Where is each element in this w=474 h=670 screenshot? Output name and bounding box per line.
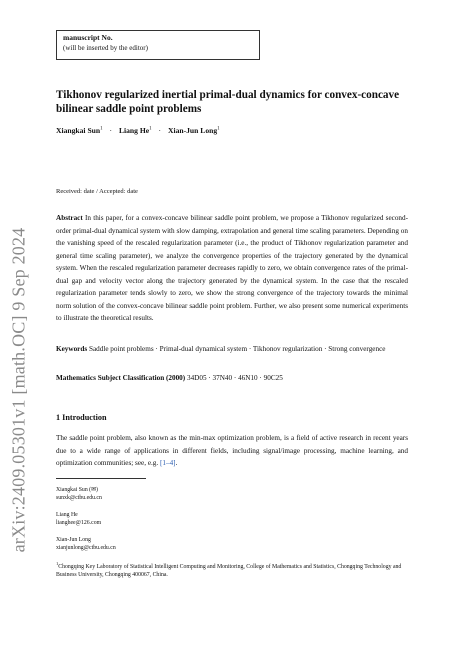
msc-codes: 34D05 · 37N40 · 46N10 · 90C25 [186, 374, 283, 382]
affiliation-mark: 1 [56, 561, 59, 566]
author-affil-mark: 1 [100, 126, 103, 132]
citation-link[interactable]: [1–4] [160, 459, 176, 467]
keywords [56, 343, 408, 356]
arxiv-stamp-text: arXiv:2409.05301v1 [math.OC] 9 Sep 2024 [8, 227, 29, 553]
section-number: 1 [56, 413, 61, 422]
author-name: Liang He [118, 126, 150, 135]
contact-block [56, 536, 356, 553]
author-separator: · [158, 126, 162, 135]
author-name: Xian-Jun Long [167, 126, 218, 135]
affiliation-text: Chongqing Key Laboratory of Statistical Intelligent Computing and Monitoring, College of Mathematics and Statistics, Chongqing Technology and Business University, Chongqing 400067, China. [56, 563, 402, 579]
footnote-rule [56, 478, 146, 479]
contact-block [56, 511, 356, 528]
author-affil-mark: 1 [217, 126, 220, 132]
author-list [56, 126, 416, 135]
paper-title: Tikhonov regularized inertial primal-dual dynamics for convex-concave bilinear saddle point problems [56, 89, 400, 115]
arxiv-stamp [4, 180, 34, 600]
keywords-label: Keywords [56, 345, 88, 353]
contact-block [56, 486, 356, 503]
intro-paragraph [56, 432, 408, 470]
keywords-text: Saddle point problems · Primal-dual dynamical system · Tikhonov regularization · Strong convergence [88, 345, 386, 353]
contact-name: Xian-Jun Long [56, 536, 91, 543]
contact-email[interactable]: sunxk@ctbu.edu.cn [56, 495, 102, 502]
contact-name: Xiangkai Sun (✉) [56, 487, 98, 493]
msc-classification [56, 374, 408, 382]
section-heading [56, 413, 107, 422]
author-affil-mark: 1 [149, 126, 152, 132]
abstract [56, 212, 408, 325]
contact-email[interactable]: xianjunlong@ctbu.edu.cn [56, 545, 116, 552]
intro-text: The saddle point problem, also known as the min-max optimization problem, is a field of active research in recent years due to a wide range of applications in different fields, including signal/image processing, machine learning, and optimization communities; see, e.g. [56, 434, 408, 467]
abstract-text: In this paper, for a convex-concave bilinear saddle point problem, we propose a Tikhonov regularized second-order primal-dual dynamical system with slow damping, extrapolation and general time scaling parameters. Depending on the vanishing speed of the rescaled regularization parameter (i.e., the product of Tikhonov regularization parameter and general time scaling parameter), we analyze the convergence properties of the trajectory generated by the dynamical system. When the rescaled regularization parameter decreases rapidly to zero, we obtain convergence rates of the primal-dual gap and velocity vector along the trajectory generated by the dynamical system. In the case that the rescaled regularization parameter tends slowly to zero, we show the strong convergence of the trajectory towards the minimal norm solution of the convex-concave bilinear saddle point problem. Further, we also present some numerical experiments to illustrate the theoretical results. [56, 214, 408, 322]
author-name: Xiangkai Sun [56, 126, 101, 135]
abstract-label: Abstract [56, 214, 83, 222]
affiliation-footnote [56, 560, 408, 580]
contact-name: Liang He [56, 511, 78, 518]
received-date: Received: date / Accepted: date [56, 188, 138, 195]
msc-label: Mathematics Subject Classification (2000) [56, 374, 186, 382]
intro-period: . [175, 459, 178, 467]
author-contacts [56, 486, 356, 560]
section-title: Introduction [62, 413, 107, 422]
manuscript-note: (will be inserted by the editor) [63, 44, 148, 52]
manuscript-box [56, 30, 260, 60]
author-separator: · [109, 126, 113, 135]
manuscript-number: manuscript No. [63, 33, 113, 42]
contact-email[interactable]: lianghee@126.com [56, 520, 102, 527]
